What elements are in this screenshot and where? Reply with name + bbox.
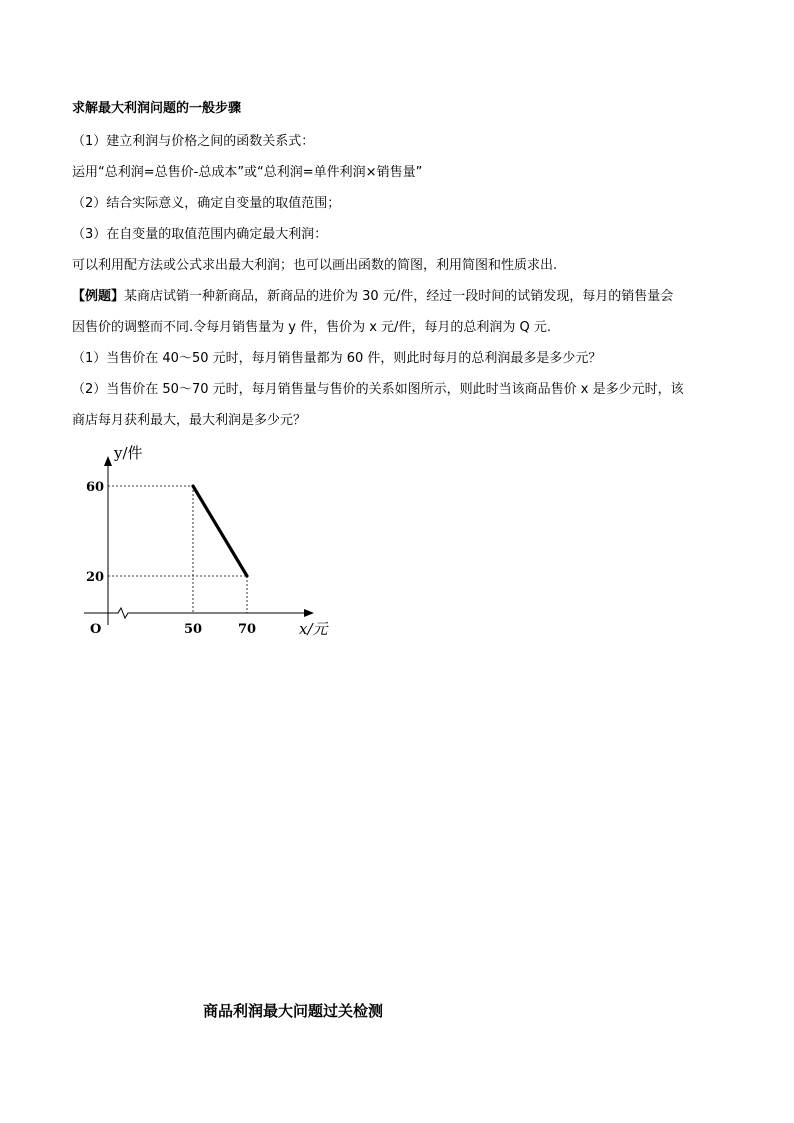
question-1: （1）当售价在 40～50 元时，每月销售量都为 60 件，则此时每月的总利润最多是多少元？	[72, 351, 602, 366]
step-1-detail: 运用“总利润=总售价-总成本”或“总利润=单件利润×销售量”	[72, 165, 423, 180]
y-tick-label-1: 20	[86, 570, 105, 585]
x-axis	[84, 608, 308, 618]
x-axis-label: x/元	[299, 620, 328, 638]
sales-graph-svg	[78, 436, 348, 646]
data-line	[193, 486, 247, 576]
step-1: （1）建立利润与价格之间的函数关系式：	[72, 134, 315, 149]
x-axis-arrow	[304, 609, 314, 617]
example-text: 某商店试销一种新商品，新商品的进价为 30 元/件，经过一段时间的试销发现，每月的销售量会	[124, 289, 674, 304]
y-tick-label-0: 60	[86, 480, 105, 495]
section-title: 商品利润最大问题过关检测	[203, 1002, 384, 1020]
y-axis-arrow	[104, 456, 112, 466]
step-2: （2）结合实际意义，确定自变量的取值范围；	[72, 196, 341, 211]
question-2-line-2: 商店每月获利最大，最大利润是多少元？	[72, 413, 307, 428]
example-tag: 【例题】	[72, 289, 125, 304]
step-3: （3）在自变量的取值范围内确定最大利润：	[72, 227, 328, 242]
sales-graph	[78, 436, 348, 646]
question-2-line-1: （2）当售价在 50～70 元时，每月销售量与售价的关系如图所示，则此时当该商品售价 x 是多少元时，该	[72, 382, 684, 397]
example-line-1	[72, 288, 673, 306]
example-line-2: 因售价的调整而不同.令每月销售量为 y 件，售价为 x 元/件，每月的总利润为 Q 元.	[72, 320, 552, 335]
step-3-detail: 可以利用配方法或公式求出最大利润；也可以画出函数的简图，利用简图和性质求出.	[72, 258, 558, 273]
heading: 求解最大利润问题的一般步骤	[72, 101, 242, 116]
x-tick-label-1: 70	[237, 622, 257, 637]
x-tick-label-0: 50	[183, 622, 203, 637]
y-axis-label: y/件	[114, 444, 143, 462]
origin-label: O	[90, 622, 102, 637]
